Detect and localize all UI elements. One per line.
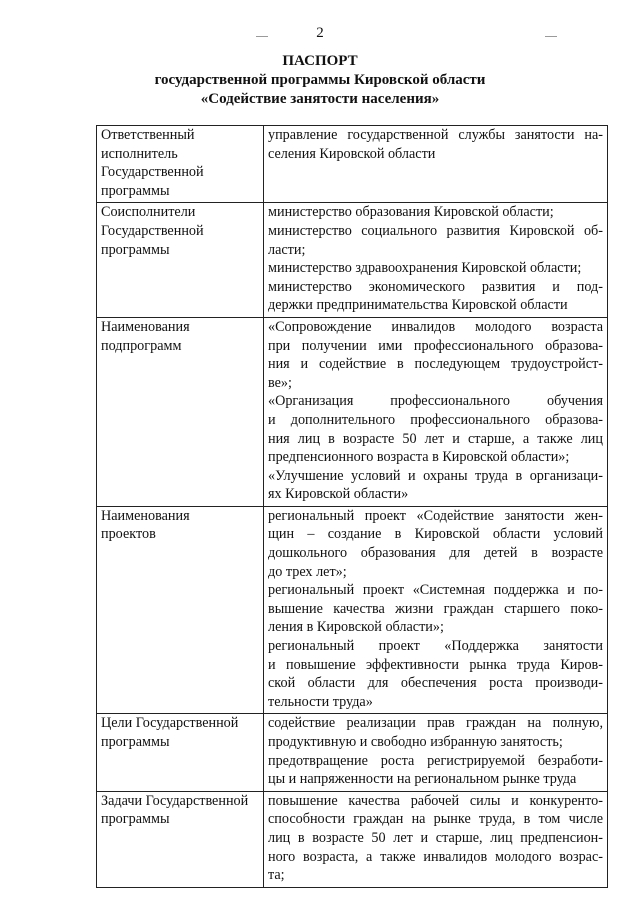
value-line: региональный проект «Поддержка занятости — [268, 638, 603, 655]
table-row-goals — [97, 714, 608, 791]
row-value — [264, 791, 608, 887]
value-line: и повышение эффективности рынка труда Киров- — [268, 656, 603, 673]
value-line: «Сопровождение инвалидов молодого возраста — [268, 318, 603, 335]
value-line: министерство здравоохранения Кировской области; — [268, 260, 582, 277]
label-line: программы — [101, 182, 170, 199]
label-line: Цели Государственной — [101, 715, 239, 732]
value-line: содействие реализации прав граждан на полную, — [268, 715, 603, 732]
value-line: вышение качества жизни граждан старшего поко- — [268, 600, 603, 617]
value-line: региональный проект «Системная поддержка и по- — [268, 582, 603, 599]
value-line: продуктивную и свободно избранную занятость; — [268, 734, 563, 750]
value-line: министерство образования Кировской области; — [268, 204, 554, 221]
scan-edge-mark-right — [545, 36, 557, 37]
value-line: ях Кировской области» — [268, 486, 409, 503]
scan-edge-mark-left — [256, 36, 268, 37]
row-label — [97, 126, 264, 203]
row-label — [97, 317, 264, 506]
value-line: та; — [268, 867, 285, 884]
value-line: цы и напряженности на региональном рынке труда — [268, 771, 577, 788]
value-line: при получении ими профессионального образова- — [268, 337, 603, 354]
value-line: до трех лет»; — [268, 563, 347, 580]
label-line: программы — [101, 811, 170, 828]
passport-table — [96, 125, 608, 888]
value-line: министерство социального развития Кировской об- — [268, 222, 603, 239]
label-line: Ответственный — [101, 127, 195, 143]
row-value — [264, 506, 608, 714]
table-row-projects — [97, 506, 608, 714]
value-line: «Улучшение условий и охраны труда в организаци- — [268, 467, 603, 484]
value-line: повышение качества рабочей силы и конкуренто- — [268, 792, 603, 809]
label-line: программы — [101, 241, 170, 258]
title-line-3: «Содействие занятости населения» — [200, 91, 440, 107]
value-line: ве»; — [268, 374, 292, 391]
value-line: управление государственной службы занятости на- — [268, 127, 603, 143]
value-line: ласти; — [268, 241, 306, 258]
value-line: ской области для обеспечения роста производи- — [268, 675, 603, 692]
row-value — [264, 126, 608, 203]
row-label — [97, 203, 264, 318]
label-line: Задачи Государственной — [101, 792, 249, 809]
value-line: и дополнительного профессионального образова- — [268, 411, 603, 428]
value-line: держки предпринимательства Кировской области — [268, 297, 568, 314]
value-line: ния лиц в возрасте 50 лет и старше, а также лиц — [268, 430, 603, 447]
row-value — [264, 203, 608, 318]
table-row-co-executors — [97, 203, 608, 318]
row-value — [264, 714, 608, 791]
value-line: дошкольного образования для детей в возрасте — [268, 545, 603, 562]
value-line: тельности труда» — [268, 693, 373, 710]
page-number: 2 — [316, 25, 324, 41]
label-line: проектов — [101, 526, 156, 543]
label-line: Наименования — [101, 507, 190, 524]
row-label — [97, 791, 264, 887]
value-line: способности граждан на рынке труда, в том числе — [268, 811, 603, 828]
title-line-2: государственной программы Кировской области — [154, 72, 486, 88]
value-line: селения Кировской области — [268, 145, 436, 162]
value-line: министерство экономического развития и под- — [268, 278, 603, 295]
value-line: щин – создание в Кировской области условий — [268, 526, 603, 543]
table-row-tasks — [97, 791, 608, 887]
label-line: Государственной — [101, 222, 204, 239]
value-line: предпенсионного возраста в Кировской области»; — [268, 449, 570, 466]
label-line: Соисполнители — [101, 204, 196, 221]
value-line: региональный проект «Содействие занятости жен- — [268, 507, 603, 524]
value-line: ного возраста, а также инвалидов молодого возрас- — [268, 848, 603, 865]
value-line: «Организация профессионального обучения — [268, 393, 603, 410]
value-line: лиц в возрасте 50 лет и старше, лиц предпенсион- — [268, 829, 603, 846]
row-value — [264, 317, 608, 506]
label-line: Наименования — [101, 318, 190, 335]
row-label — [97, 506, 264, 714]
label-line: Государственной — [101, 164, 204, 181]
label-line: подпрограмм — [101, 337, 182, 354]
table-row-subprograms — [97, 317, 608, 506]
value-line: ления в Кировской области»; — [268, 619, 444, 636]
label-line: исполнитель — [101, 145, 178, 162]
label-line: программы — [101, 734, 170, 750]
document-title — [0, 52, 640, 109]
value-line: ния и содействие в последующем трудоустройст- — [268, 356, 603, 373]
value-line: предотвращение роста регистрируемой безработи- — [268, 752, 603, 769]
table-row-responsive-executor — [97, 126, 608, 203]
row-label — [97, 714, 264, 791]
title-line-1: ПАСПОРТ — [282, 53, 358, 69]
